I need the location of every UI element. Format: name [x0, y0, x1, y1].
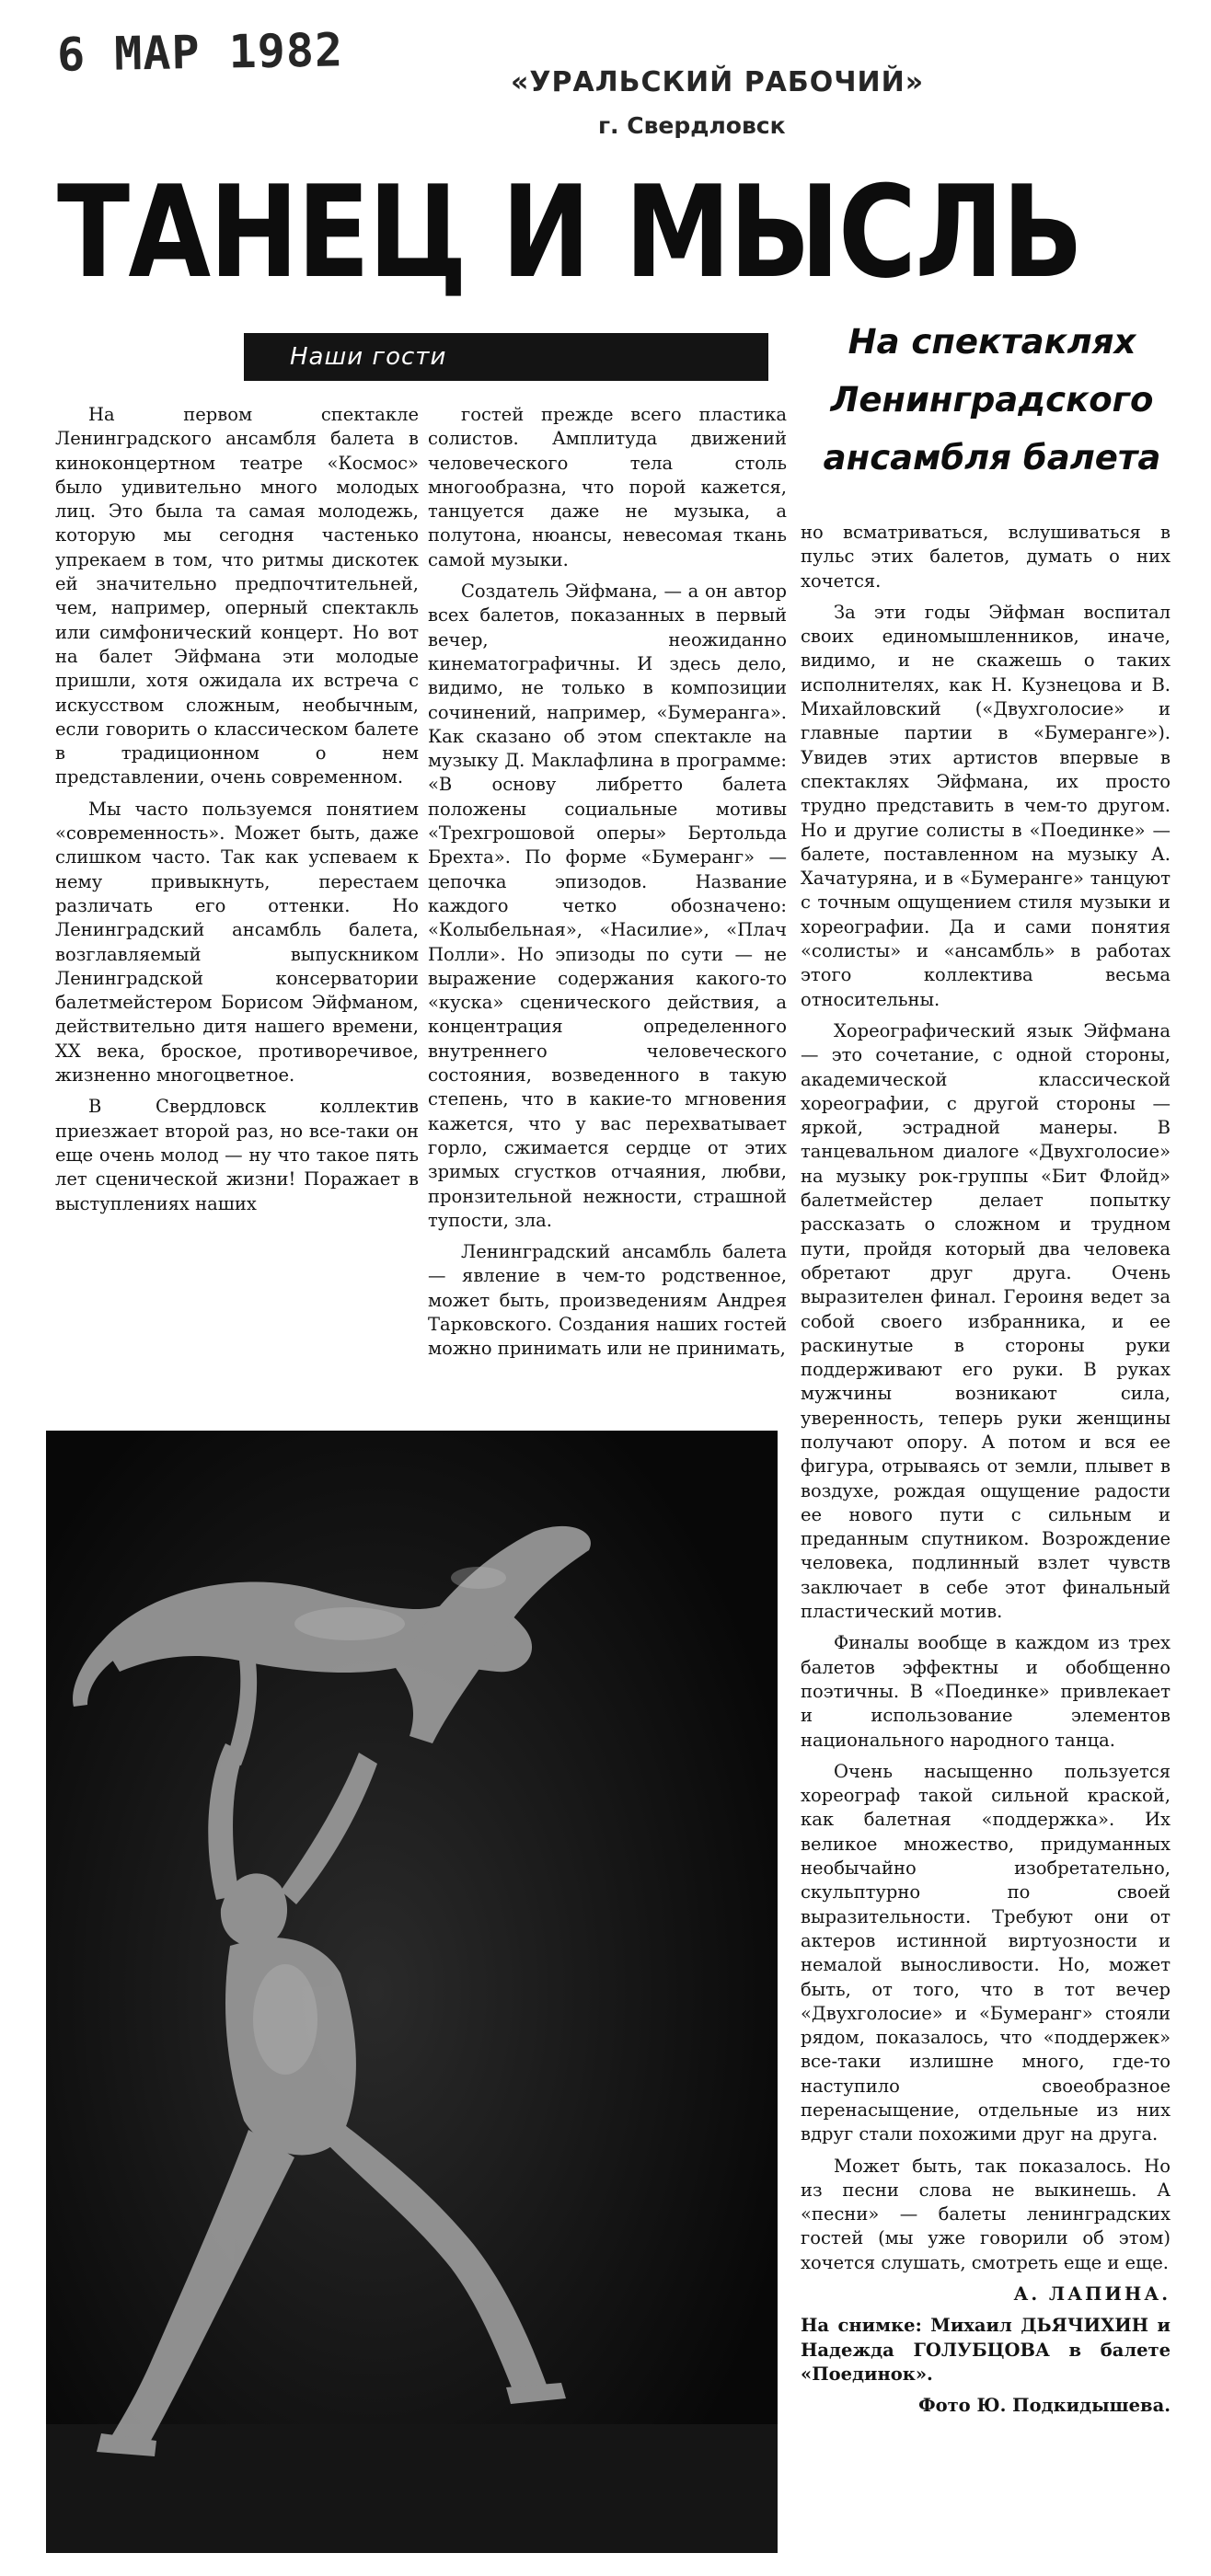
- paragraph: Очень насыщенно пользуется хореограф такой сильной краской, как балетная «поддержка». Их великое множество, придуманных необычайно изобретательно, скульптурно по своей выразительности. Требуют они от актеров истинной виртуозности и немалой выносливости. Но, может быть, от того, что в тот вечер «Двухголосие» и «Бумеранг» стояли рядом, показалось, что «поддержек» все-таки излишне много, где-то наступило своеобразное перенасыщение, отдельные из них вдруг стали похожими друг на друга.: [801, 1760, 1171, 2145]
- ballet-dancers-photo: [46, 1431, 778, 2553]
- article-subheadline: На спектаклях Ленинградского ансамбля балета: [823, 322, 1161, 477]
- paragraph: На первом спектакле Ленинградского ансамбля балета в киноконцертном театре «Космос» было удивительно много молодых лиц. Это была та самая молодежь, которую мы сегодня частенько упрекаем в том, что ритмы дискотек ей значительно предпочтительней, чем, например, оперный спектакль или симфонический концерт. Но вот на балет Эйфмана эти молодые пришли, хотя ожидала их встреча с искусством сложным, необычным, если говорить о классическом балете в традиционном о нем представлении, очень современном.: [55, 404, 419, 788]
- text-column-2: [428, 403, 787, 1415]
- newspaper-name: «УРАЛЬСКИЙ РАБОЧИЙ»: [511, 66, 925, 98]
- paragraph: Хореографический язык Эйфмана — это сочетание, с одной стороны, академической классической хореографии, с другой стороны — яркой, эстрадной манеры. В танцевальном диалоге «Двухголосие» на музыку рок-группы «Бит Флойд» балетмейстер делает попытку рассказать о сложном и трудном пути, пройдя который два человека обретают друг друга. Очень выразителен финал. Героиня ведет за собой своего избранника, и ее раскинутые в стороны руки поддерживают его руки. В руках мужчины возникают сила, уверенность, теперь руки женщины получают опору. А потом и вся ее фигура, отрываясь от земли, плывет в воздухе, рождая ощущение радости ее нового пути с сильным и преданным спутником. Возрождение человека, подлинный взлет чувств заключает в себе этот финальный пластический мотив.: [801, 1019, 1171, 1623]
- article-headline: ТАНЕЦ И МЫСЛЬ: [57, 158, 1082, 306]
- paragraph: Мы часто пользуемся понятием «современность». Может быть, даже слишком часто. Так как успеваем к нему привыкнуть, перестаем различать его оттенки. Но Ленинградский ансамбль балета, возглавляемый выпускником Ленинградской консерватории балетмейстером Борисом Эйфманом, действительно дитя нашего времени, XX века, броское, противоречивое, жизненно многоцветное.: [55, 798, 419, 1087]
- newspaper-city: г. Свердловск: [598, 112, 786, 139]
- paragraph: гостей прежде всего пластика солистов. Амплитуда движений человеческого тела столь многообразна, что порой кажется, танцуется даже не музыка, а полутона, нюансы, невесомая ткань самой музыки.: [428, 404, 787, 570]
- paragraph: Финалы вообще в каждом из трех балетов эффектны и обобщенно поэтичны. В «Поединке» привлекает и использование элементов национального народного танца.: [801, 1632, 1171, 1751]
- paragraph: Может быть, так показалось. Но из песни слова не выкинешь. А «песни» — балеты ленинградских гостей (мы уже говорили об этом) хочется слушать, смотреть еще и еще.: [801, 2155, 1171, 2273]
- dancers-silhouette-image: [46, 1431, 778, 2553]
- paragraph: В Свердловск коллектив приезжает второй раз, но все-таки он еще очень молод — ну что такое пять лет сценической жизни! Поражает в выступлениях наших: [55, 1096, 419, 1214]
- paragraph: Создатель Эйфмана, — а он автор всех балетов, показанных в первый вечер, неожиданно кинематографичны. И здесь дело, видимо, не только в композиции сочинений, например, «Бумеранга». Как сказано об этом спектакле на музыку Д. Маклафлина в программе: «В основу либретто балета положены социальные мотивы «Трехгрошовой оперы» Бертольда Брехта». По форме «Бумеранг» — цепочка эпизодов. Название каждого четко обозначено: «Колыбельная», «Насилие», «Плач Полли». Но эпизоды по сути — не выражение содержания какого-то «куска» сценического действия, а концентрация определенного внутреннего человеческого состояния, возведенного в такую степень, что в какие-то мгновения кажется, что у вас перехватывает горло, сжимается сердце от этих зримых сгустков отчаяния, любви, пронзительной нежности, страшной тупости, зла.: [428, 581, 787, 1231]
- paragraph: но всматриваться, вслушиваться в пульс этих балетов, думать о них хочется.: [801, 522, 1171, 592]
- archive-date-stamp: 6 МАР 1982: [56, 23, 344, 82]
- text-column-1: [55, 403, 419, 1415]
- paragraph: За эти годы Эйфман воспитал своих единомышленников, иначе, видимо, и не скажешь о таких исполнителях, как Н. Кузнецова и В. Михайловский («Двухголосие» и главные партии в «Бумеранге»). Увидев этих артистов впервые в спектаклях Эйфмана, их просто трудно представить в чем-то другом. Но и другие солисты в «Поединке» — балете, поставленном на музыку А. Хачатуряна, и в «Бумеранге» танцуют с точным ощущением стиля музыки и хореографии. Да и сами понятия «солисты» и «ансамбль» в работах этого коллектива весьма относительны.: [801, 601, 1171, 1010]
- photo-caption: На снимке: Михаил ДЬЯЧИХИН и Надежда ГОЛУБЦОВА в балете «Поединок».: [801, 2315, 1171, 2385]
- author-signature: А. ЛАПИНА.: [1013, 2283, 1171, 2306]
- paragraph: Ленинградский ансамбль балета — явление в чем-то родственное, может быть, произведениям Андрея Тарковского. Создания наших гостей можно принимать или не принимать,: [428, 1241, 787, 1360]
- rubric-label: Наши гости: [244, 333, 768, 381]
- text-column-3: [801, 521, 1171, 2563]
- photo-credit: Фото Ю. Подкидышева.: [918, 2395, 1171, 2417]
